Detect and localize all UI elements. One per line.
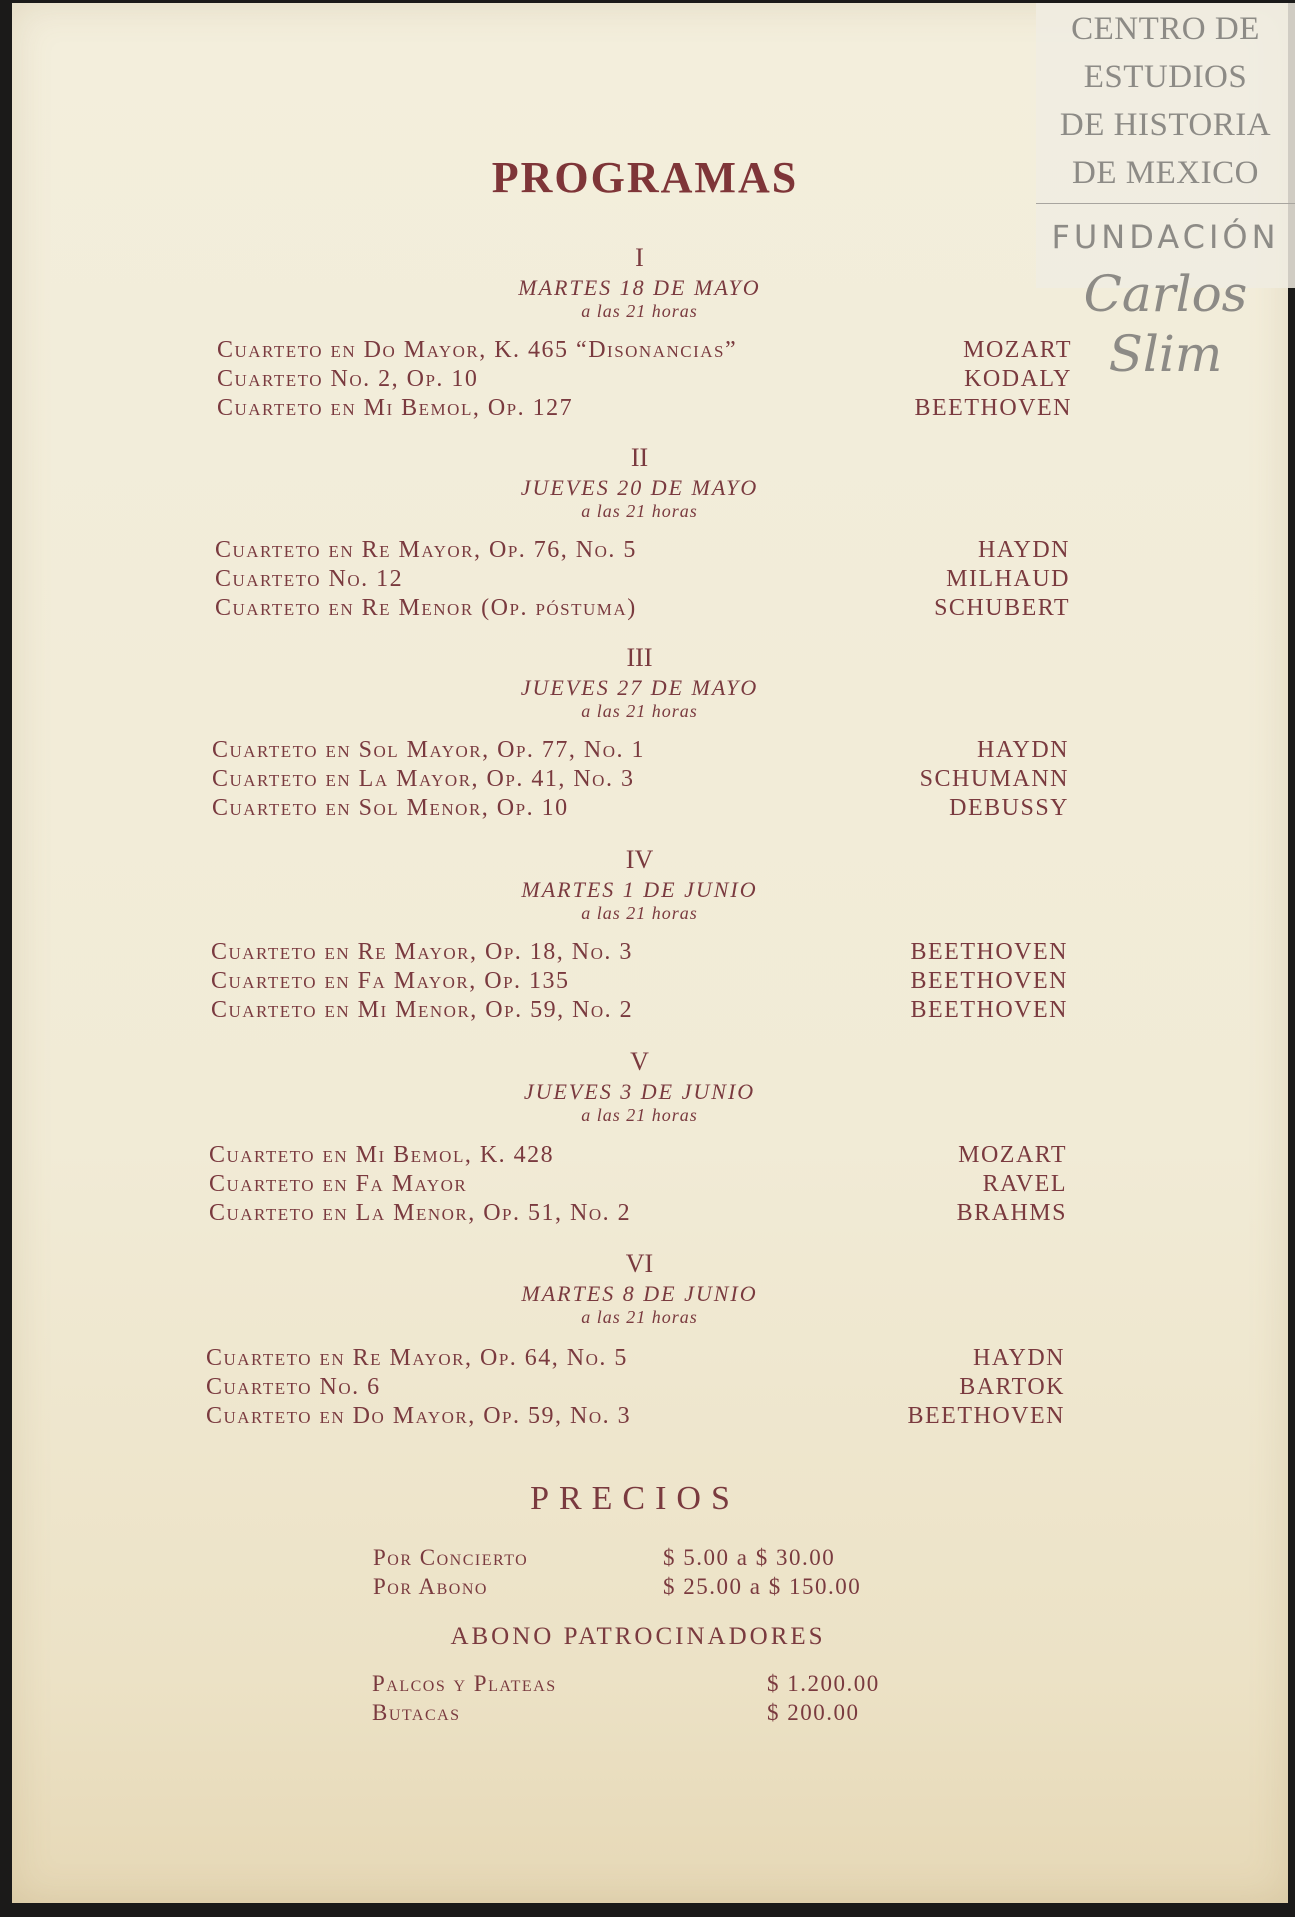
piece-title: Cuarteto en Re Mayor, Op. 64, No. 5 bbox=[206, 1345, 628, 1371]
piece-composer: HAYDN bbox=[977, 737, 1069, 763]
piece-row bbox=[212, 795, 1069, 824]
piece-row bbox=[217, 337, 1072, 366]
piece-title: Cuarteto en Re Mayor, Op. 18, No. 3 bbox=[211, 939, 633, 965]
stamp-line: DE MEXICO bbox=[1072, 155, 1259, 191]
piece-title: Cuarteto en Fa Mayor, Op. 135 bbox=[211, 968, 570, 994]
program-numeral: I bbox=[635, 243, 644, 272]
piece-row bbox=[217, 366, 1072, 395]
piece-composer: DEBUSSY bbox=[949, 795, 1069, 821]
stamp-fundacion: FUNDACIÓN bbox=[1051, 218, 1280, 256]
program-numeral: III bbox=[626, 643, 653, 672]
program-date: MARTES 8 DE JUNIO bbox=[521, 1281, 758, 1306]
sponsor-label: Palcos y Plateas bbox=[372, 1671, 557, 1696]
piece-title: Cuarteto en Re Mayor, Op. 76, No. 5 bbox=[215, 537, 637, 563]
piece-row bbox=[215, 537, 1070, 566]
piece-title: Cuarteto en Mi Bemol, K. 428 bbox=[209, 1142, 555, 1168]
piece-composer: BEETHOVEN bbox=[910, 968, 1068, 994]
price-value: $ 5.00 a $ 30.00 bbox=[663, 1545, 836, 1570]
piece-row bbox=[211, 997, 1068, 1026]
sponsor-price-row bbox=[372, 1671, 892, 1699]
piece-row bbox=[215, 595, 1070, 624]
program-numeral: II bbox=[630, 443, 649, 472]
program-date: JUEVES 27 DE MAYO bbox=[520, 675, 759, 700]
price-label: Por Concierto bbox=[373, 1545, 529, 1570]
program-time: a las 21 horas bbox=[581, 701, 698, 721]
piece-title: Cuarteto No. 6 bbox=[206, 1374, 381, 1400]
piece-row bbox=[209, 1171, 1067, 1200]
program-numeral: VI bbox=[625, 1249, 654, 1278]
sponsor-value: $ 1.200.00 bbox=[767, 1671, 880, 1696]
prices-heading: PRECIOS bbox=[530, 1480, 740, 1517]
price-label: Por Abono bbox=[373, 1574, 488, 1599]
sponsor-label: Butacas bbox=[372, 1700, 461, 1725]
program-date: MARTES 1 DE JUNIO bbox=[521, 877, 758, 902]
stamp-line: ESTUDIOS bbox=[1083, 59, 1248, 95]
price-row bbox=[373, 1574, 893, 1602]
piece-row bbox=[211, 939, 1068, 968]
program-time: a las 21 horas bbox=[581, 903, 698, 923]
piece-title: Cuarteto en La Mayor, Op. 41, No. 3 bbox=[212, 766, 635, 792]
piece-row bbox=[209, 1200, 1067, 1229]
piece-composer: BEETHOVEN bbox=[907, 1403, 1065, 1429]
page-title: PROGRAMAS bbox=[491, 153, 799, 202]
piece-row bbox=[215, 566, 1070, 595]
piece-row bbox=[206, 1345, 1065, 1374]
piece-row bbox=[206, 1374, 1065, 1403]
program-numeral: V bbox=[630, 1047, 649, 1076]
program-date: JUEVES 20 DE MAYO bbox=[520, 475, 759, 500]
piece-composer: MOZART bbox=[963, 337, 1072, 363]
piece-composer: HAYDN bbox=[978, 537, 1070, 563]
sponsors-heading: ABONO PATROCINADORES bbox=[450, 1623, 826, 1650]
piece-composer: RAVEL bbox=[982, 1171, 1067, 1197]
piece-composer: KODALY bbox=[964, 366, 1072, 392]
sponsor-value: $ 200.00 bbox=[767, 1700, 860, 1725]
piece-title: Cuarteto en Do Mayor, Op. 59, No. 3 bbox=[206, 1403, 632, 1429]
piece-composer: MILHAUD bbox=[946, 566, 1070, 592]
piece-row bbox=[217, 395, 1072, 424]
piece-title: Cuarteto en Sol Mayor, Op. 77, No. 1 bbox=[212, 737, 646, 763]
piece-title: Cuarteto No. 2, Op. 10 bbox=[217, 366, 479, 392]
program-time: a las 21 horas bbox=[581, 1307, 698, 1327]
program-numeral: IV bbox=[625, 845, 654, 874]
piece-composer: BRAHMS bbox=[956, 1200, 1067, 1226]
piece-title: Cuarteto en Do Mayor, K. 465 “Disonancias” bbox=[217, 337, 738, 363]
piece-title: Cuarteto en La Menor, Op. 51, No. 2 bbox=[209, 1200, 632, 1226]
stamp-signature: Carlos Slim bbox=[1083, 265, 1248, 383]
piece-composer: MOZART bbox=[958, 1142, 1067, 1168]
piece-row bbox=[212, 766, 1069, 795]
piece-composer: BARTOK bbox=[959, 1374, 1065, 1400]
piece-row bbox=[211, 968, 1068, 997]
piece-composer: BEETHOVEN bbox=[910, 997, 1068, 1023]
sponsor-price-row bbox=[372, 1700, 892, 1728]
price-row bbox=[373, 1545, 893, 1573]
piece-row bbox=[209, 1142, 1067, 1171]
piece-title: Cuarteto en Fa Mayor bbox=[209, 1171, 468, 1197]
program-date: MARTES 18 DE MAYO bbox=[518, 275, 761, 300]
piece-title: Cuarteto en Re Menor (Op. póstuma) bbox=[215, 595, 637, 621]
piece-title: Cuarteto en Mi Menor, Op. 59, No. 2 bbox=[211, 997, 634, 1023]
piece-composer: BEETHOVEN bbox=[914, 395, 1072, 421]
piece-composer: SCHUBERT bbox=[934, 595, 1070, 621]
piece-composer: SCHUMANN bbox=[919, 766, 1069, 792]
stamp-line: CENTRO DE bbox=[1071, 11, 1260, 47]
piece-title: Cuarteto No. 12 bbox=[215, 566, 404, 592]
piece-row bbox=[206, 1403, 1065, 1432]
stamp-line: DE HISTORIA bbox=[1059, 107, 1272, 143]
program-time: a las 21 horas bbox=[581, 501, 698, 521]
program-date: JUEVES 3 DE JUNIO bbox=[523, 1079, 756, 1104]
program-time: a las 21 horas bbox=[581, 1105, 698, 1125]
piece-title: Cuarteto en Sol Menor, Op. 10 bbox=[212, 795, 569, 821]
piece-row bbox=[212, 737, 1069, 766]
piece-composer: HAYDN bbox=[973, 1345, 1065, 1371]
price-value: $ 25.00 a $ 150.00 bbox=[663, 1574, 862, 1599]
program-time: a las 21 horas bbox=[581, 301, 698, 321]
piece-composer: BEETHOVEN bbox=[910, 939, 1068, 965]
piece-title: Cuarteto en Mi Bemol, Op. 127 bbox=[217, 395, 574, 421]
